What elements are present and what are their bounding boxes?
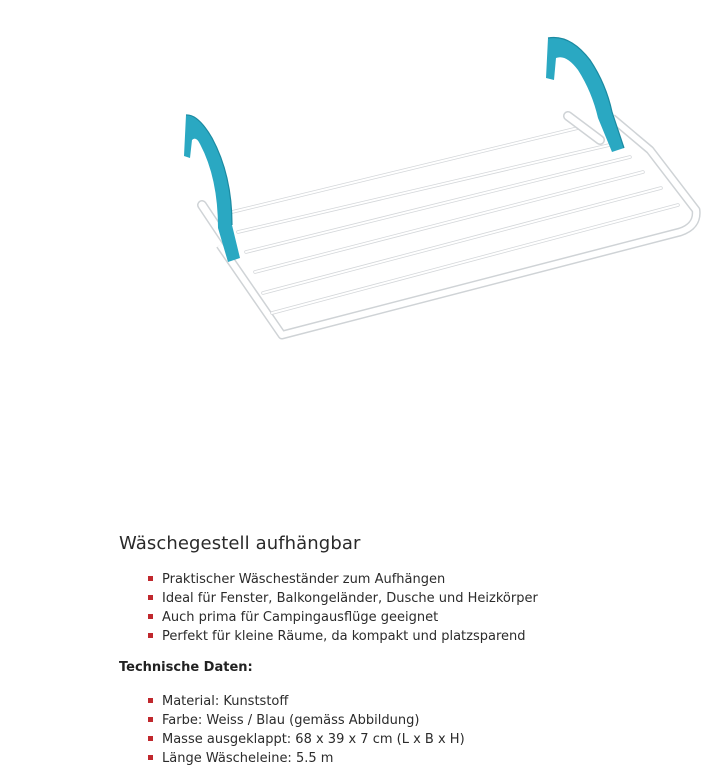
feature-item: Ideal für Fenster, Balkongeländer, Dusche und Heizkörper (148, 589, 699, 608)
feature-item: Auch prima für Campingausflüge geeignet (148, 608, 699, 627)
product-title: Wäschegestell aufhängbar (119, 533, 361, 554)
spec-item: Masse ausgeklappt: 68 x 39 x 7 cm (L x B x H) (148, 730, 699, 749)
product-description (119, 533, 699, 768)
spec-item: Länge Wäscheleine: 5.5 m (148, 749, 699, 768)
spec-item: Material: Kunststoff (148, 692, 699, 711)
feature-list (119, 570, 699, 646)
spec-item: Farbe: Weiss / Blau (gemäss Abbildung) (148, 711, 699, 730)
tech-specs-heading: Technische Daten: (119, 660, 253, 675)
drying-rack-illustration (150, 20, 719, 360)
spec-list (119, 692, 699, 768)
product-image (150, 20, 719, 360)
feature-item: Praktischer Wäscheständer zum Aufhängen (148, 570, 699, 589)
feature-item: Perfekt für kleine Räume, da kompakt und platzsparend (148, 627, 699, 646)
